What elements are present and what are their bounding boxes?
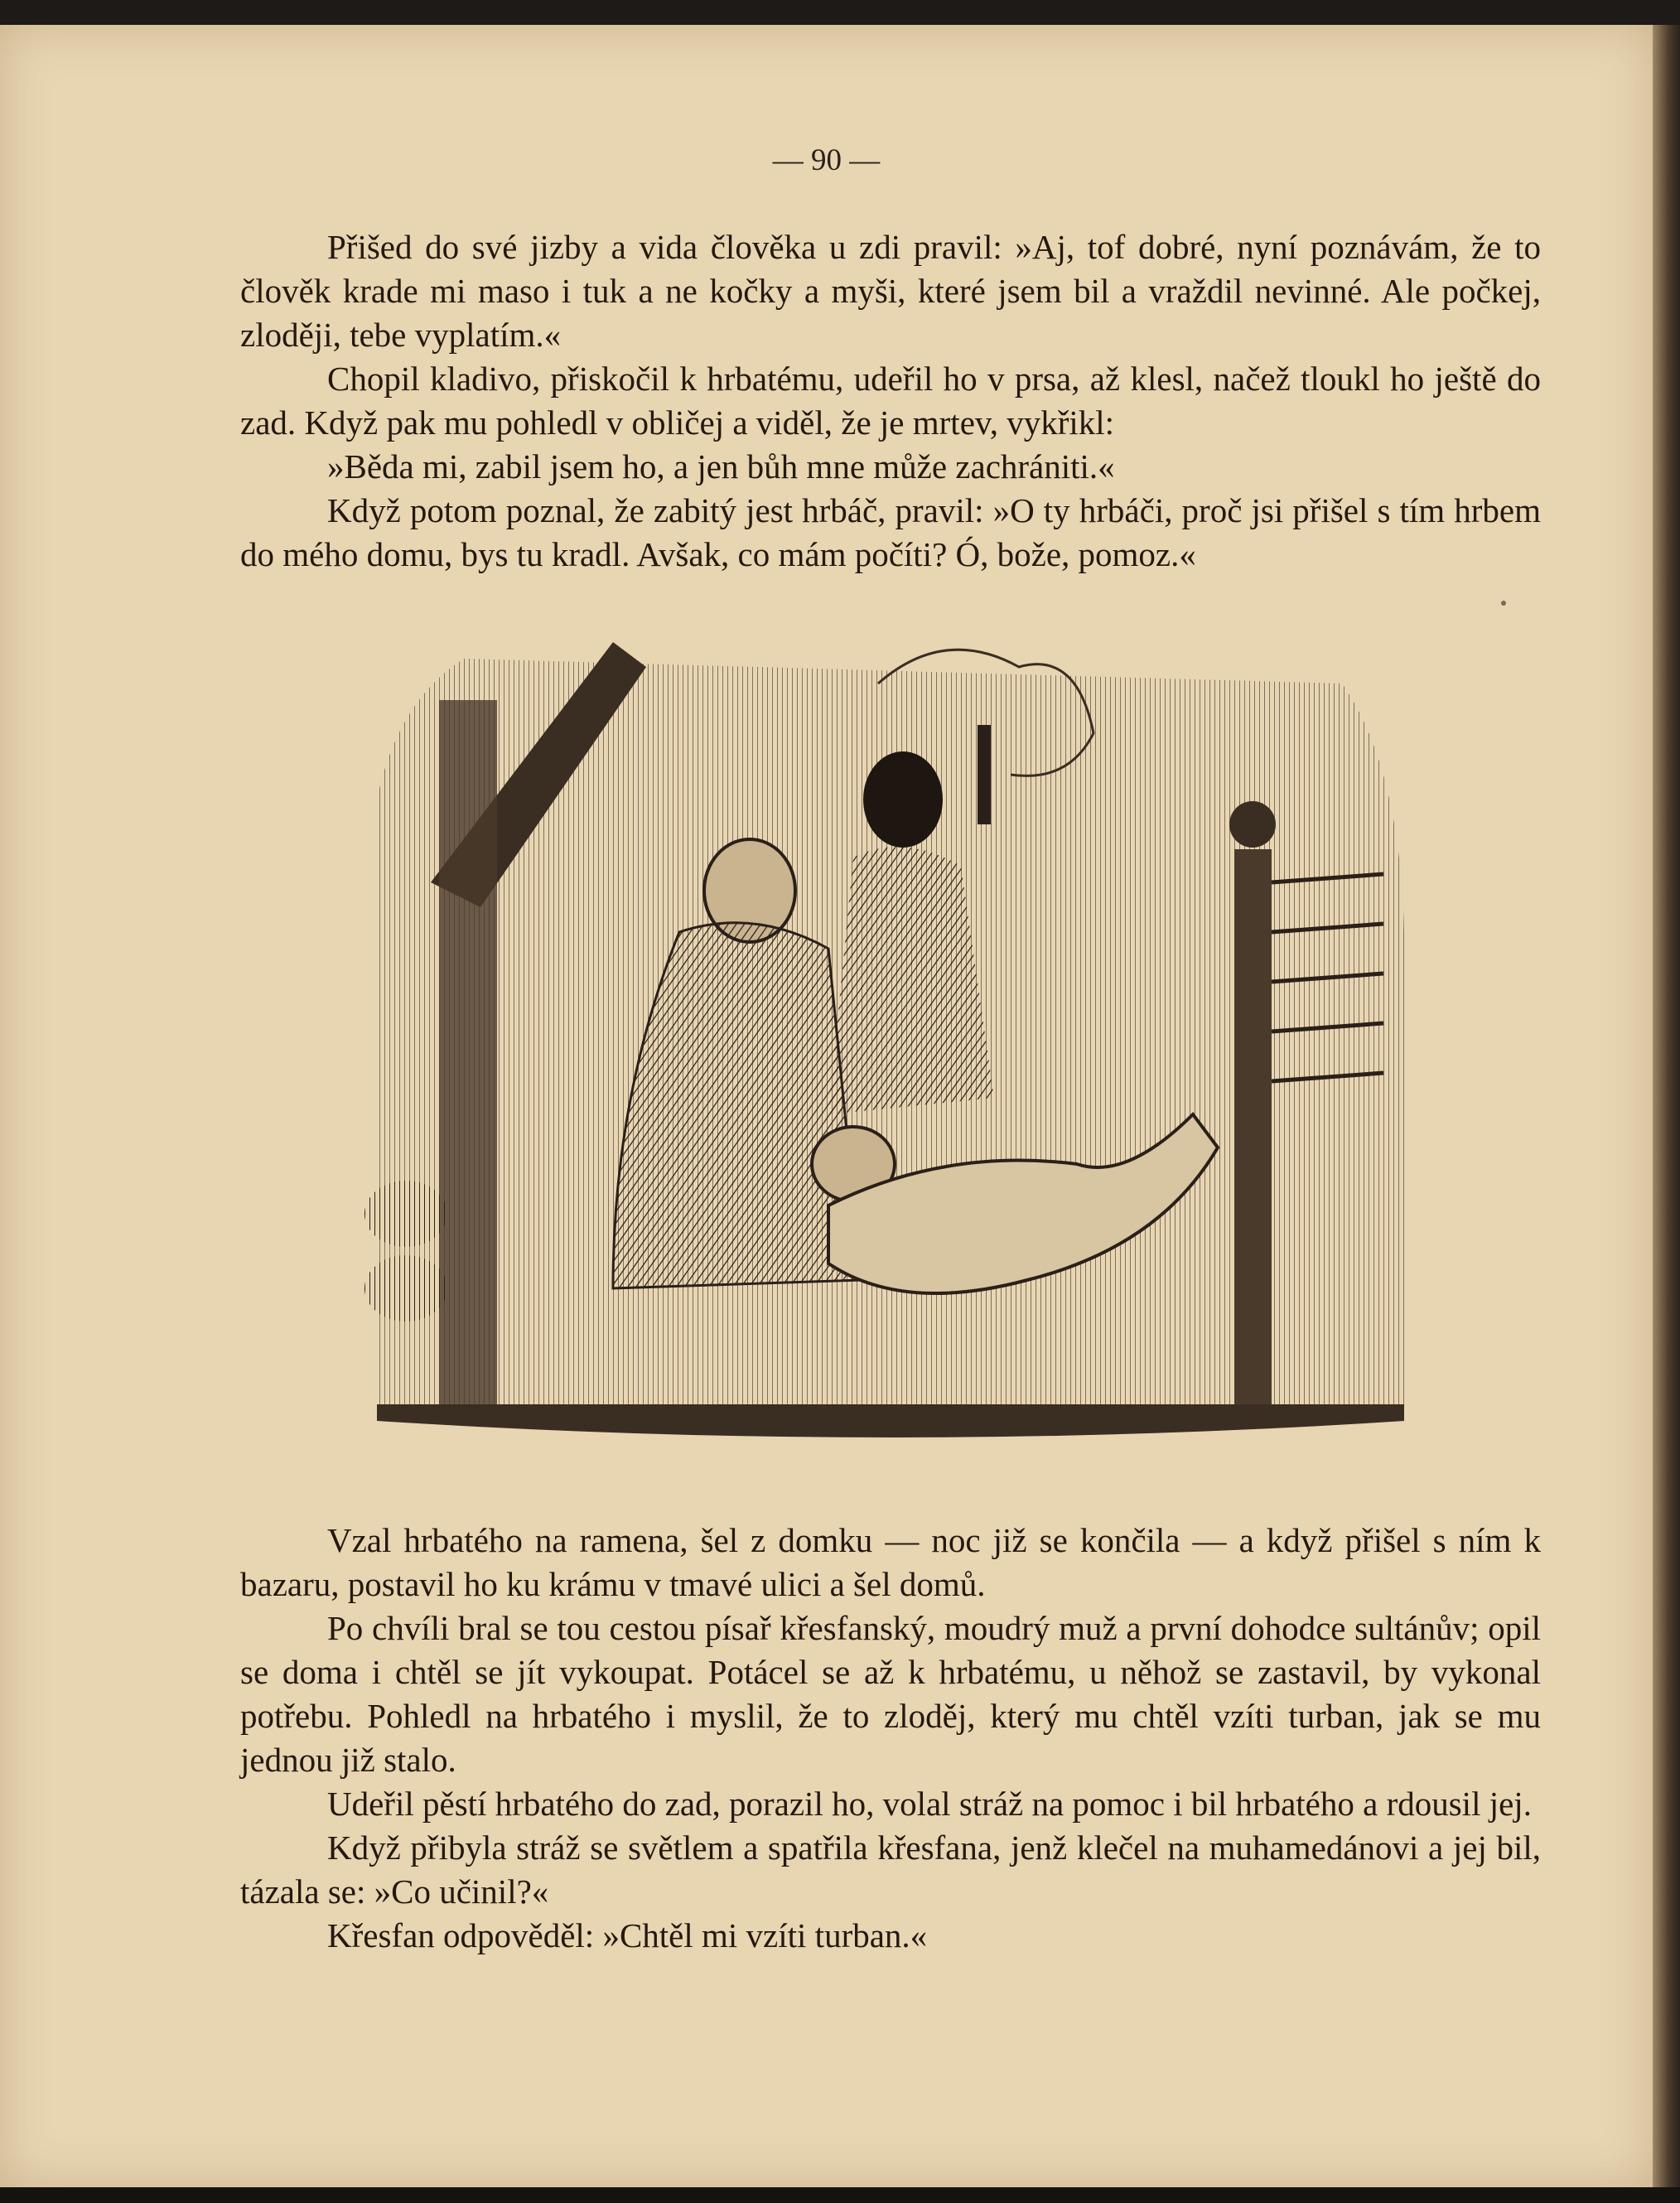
- railing-finial: [1229, 801, 1276, 848]
- paragraph: Když přibyla stráž se světlem a spatřila křesfana, jenž klečel na muhamedánovi a jej bil, tázala se: »Co učinil?«: [240, 1829, 1541, 1911]
- wooden-post: [439, 700, 497, 1404]
- book-page: [0, 25, 1653, 2187]
- engraving-figure: [364, 634, 1412, 1454]
- torch: [978, 725, 991, 824]
- scan-border: [0, 2187, 1680, 2203]
- text-block-top: [240, 225, 1541, 577]
- paper-speck: [1501, 601, 1506, 606]
- servant-head: [863, 751, 943, 848]
- paragraph: Přišed do své jizby a vida člověka u zdi pravil: »Aj, tof dobré, nyní poznávám, že to člověk krade mi maso i tuk a ne kočky a myši, které jsem bil a vraždil nevinné. Ale počkej, zloději, tebe vyplatím.«: [240, 228, 1541, 354]
- paragraph: Chopil kladivo, přiskočil k hrbatému, udeřil ho v prsa, až klesl, načež tloukl ho ještě do zad. Když pak mu pohledl v obličej a viděl, že je mrtev, vykřikl:: [240, 360, 1541, 442]
- paragraph: Když potom poznal, že zabitý jest hrbáč, pravil: »O ty hrbáči, proč jsi přišel s tím hrbem do mého domu, bys tu kradl. Avšak, co mám počíti? Ó, bože, pomoz.«: [240, 491, 1541, 573]
- paragraph: »Běda mi, zabil jsem ho, a jen bůh mne může zachrániti.«: [327, 447, 1115, 486]
- railing-post: [1234, 849, 1272, 1404]
- paragraph: Po chvíli bral se tou cestou písař křesfanský, moudrý muž a první dohodce sultánův; opil se doma i chtěl se jít vykoupat. Potácel se až k hrbatému, u něhož se zastavil, by vykonal potřebu. Pohledl na hrbatého i myslil, že to zloděj, který mu chtěl vzíti turban, jak se mu jednou již stalo.: [240, 1609, 1541, 1779]
- pot: [364, 1181, 447, 1247]
- page-number: — 90 —: [772, 143, 881, 177]
- text-block-bottom: [240, 1519, 1541, 1958]
- engraving-illustration: [364, 634, 1412, 1454]
- paragraph: Udeřil pěstí hrbatého do zad, porazil ho, volal stráž na pomoc i bil hrbatého a rdousil jej.: [327, 1785, 1532, 1823]
- paragraph: Křesfan odpověděl: »Chtěl mi vzíti turban.«: [327, 1916, 928, 1954]
- pot: [364, 1255, 447, 1321]
- floor-line: [377, 1404, 1404, 1437]
- paragraph: Vzal hrbatého na ramena, šel z domku — noc již se končila — a když přišel s ním k bazaru, postavil ho ku krámu v tmavé ulici a šel domů.: [240, 1521, 1541, 1603]
- page-edge: [1653, 25, 1680, 2187]
